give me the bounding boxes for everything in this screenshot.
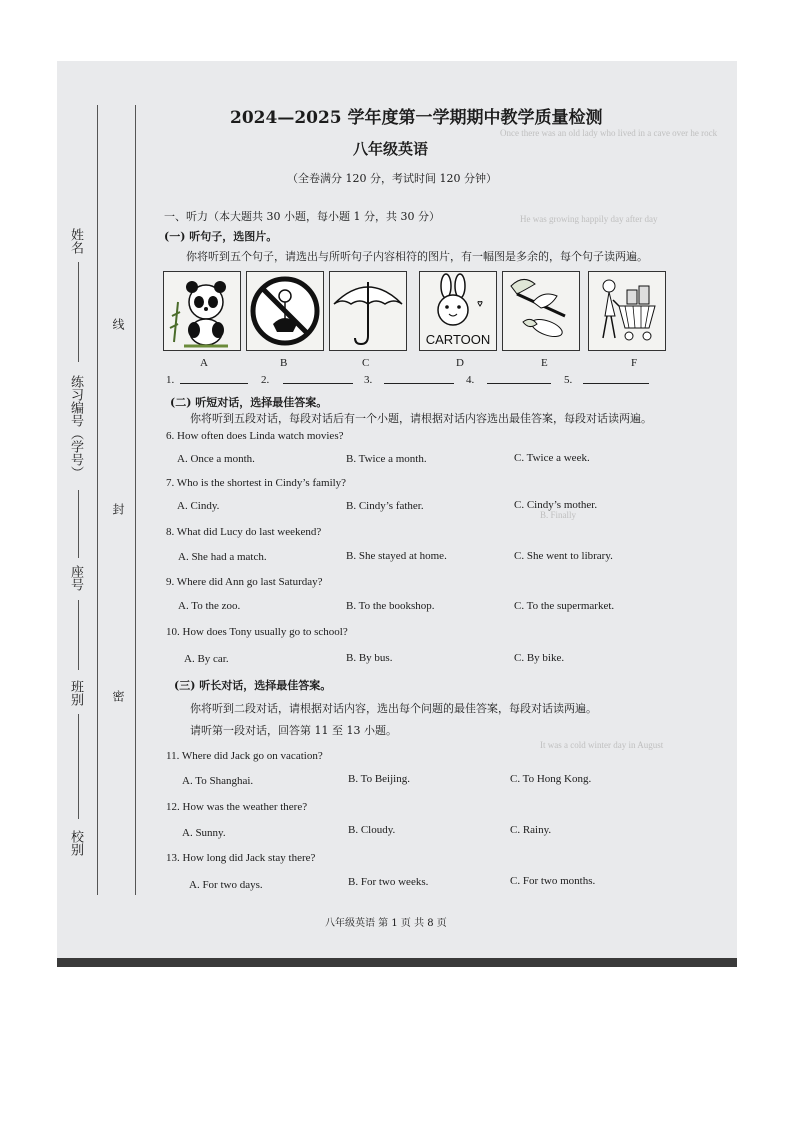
option-10b[interactable]: B. By bus. [346,652,393,664]
part3-sub-instruction: 请听第一段对话，回答第 11 至 13 小题。 [190,724,397,737]
picture-a [163,271,241,351]
option-9a[interactable]: A. To the zoo. [178,600,241,612]
exam-subtitle: 八年级英语 [353,140,429,158]
umbrella-icon [330,272,406,350]
option-11a[interactable]: A. To Shanghai. [182,775,254,787]
vegetables-icon [503,272,579,350]
picture-letter-c: C [362,357,370,369]
part3-instruction: 你将听到二段对话，请根据对话内容，选出每个问题的最佳答案，每段对话读两遍。 [190,702,597,715]
part2-instruction: 你将听到五段对话，每段对话后有一个小题，请根据对话内容选出最佳答案，每段对话读两遍。 [190,412,652,425]
blank-number-3: 3. [364,374,373,386]
exam-sheet [57,61,737,966]
part3-heading: (三) 听长对话，选择最佳答案。 [174,679,332,692]
name-field-label: 姓名 [68,228,83,254]
question-7: 7. Who is the shortest in Cindy’s family? [166,477,347,489]
blank-number-5: 5. [564,374,573,386]
no-flower-picking-icon [247,272,323,350]
part2-heading: (二) 听短对话，选择最佳答案。 [170,396,328,409]
option-6a[interactable]: A. Once a month. [177,453,255,465]
cartoon-label: CARTOON [425,332,491,347]
answer-blank-3[interactable] [384,383,454,384]
part1-heading: (一) 听句子，选图片。 [164,230,278,243]
option-12c[interactable]: C. Rainy. [510,824,552,836]
picture-letter-d: D [456,357,464,369]
binding-line-inner [135,105,136,895]
seat-number-field-label: 座号 [68,565,83,591]
answer-blank-1[interactable] [180,383,248,384]
question-8: 8. What did Lucy do last weekend? [166,526,322,538]
option-8b[interactable]: B. She stayed at home. [346,550,447,562]
student-id-field-label: 练习编号（学号） [68,375,83,479]
page-bottom-shadow [57,958,737,967]
class-blank-line[interactable] [78,714,79,819]
picture-f [588,271,666,351]
class-field-label: 班别 [68,680,83,706]
seal-word-seal: 封 [111,503,125,515]
option-11c[interactable]: C. To Hong Kong. [510,773,592,785]
option-7b[interactable]: B. Cindy’s father. [346,500,424,512]
option-8c[interactable]: C. She went to library. [514,550,613,562]
answer-blank-4[interactable] [487,383,551,384]
cartoon-rabbit-icon [420,272,496,350]
panda-icon [164,272,240,350]
binding-line-outer [97,105,98,895]
option-10c[interactable]: C. By bike. [514,652,565,664]
picture-c [329,271,407,351]
option-6c[interactable]: C. Twice a week. [514,452,590,464]
blank-number-4: 4. [466,374,475,386]
question-6: 6. How often does Linda watch movies? [166,430,344,442]
option-11b[interactable]: B. To Beijing. [348,773,410,785]
picture-letter-a: A [200,357,208,369]
option-8a[interactable]: A. She had a match. [178,551,267,563]
seal-word-secret: 密 [111,690,125,702]
question-13: 13. How long did Jack stay there? [166,852,316,864]
score-note: （全卷满分 120 分，考试时间 120 分钟） [287,172,497,185]
picture-letter-e: E [541,357,548,369]
bleed-through-text: He was growing happily day after day [520,214,658,224]
picture-letter-f: F [631,357,638,369]
seal-word-line: 线 [111,318,125,330]
blank-number-2: 2. [261,374,270,386]
shopping-cart-icon [589,272,665,350]
question-9: 9. Where did Ann go last Saturday? [166,576,323,588]
option-6b[interactable]: B. Twice a month. [346,453,427,465]
school-field-label: 校别 [68,830,83,856]
name-blank-line[interactable] [78,262,79,362]
option-12a[interactable]: A. Sunny. [182,827,226,839]
picture-b [246,271,324,351]
option-9b[interactable]: B. To the bookshop. [346,600,435,612]
question-11: 11. Where did Jack go on vacation? [166,750,323,762]
option-13c[interactable]: C. For two months. [510,875,596,887]
id-blank-line[interactable] [78,490,79,558]
option-9c[interactable]: C. To the supermarket. [514,600,615,612]
part1-instruction: 你将听到五个句子，请选出与所听句子内容相符的图片，有一幅图是多余的，每个句子读两遍。 [186,250,648,263]
option-13b[interactable]: B. For two weeks. [348,876,429,888]
picture-e [502,271,580,351]
question-12: 12. How was the weather there? [166,801,308,813]
bleed-through-text: Once there was an old lady who lived in a cave over he rock [500,128,718,138]
option-12b[interactable]: B. Cloudy. [348,824,396,836]
section-heading: 一、听力（本大题共 30 小题，每小题 1 分，共 30 分） [164,210,440,223]
option-7c[interactable]: C. Cindy’s mother. [514,499,598,511]
blank-number-1: 1. [166,374,175,386]
answer-blank-2[interactable] [283,383,353,384]
seat-blank-line[interactable] [78,600,79,670]
picture-letter-b: B [280,357,288,369]
picture-d [419,271,497,351]
option-10a[interactable]: A. By car. [184,653,229,665]
exam-title: 2024—2025 学年度第一学期期中教学质量检测 [230,108,603,128]
option-7a[interactable]: A. Cindy. [177,500,220,512]
option-13a[interactable]: A. For two days. [189,879,263,891]
question-10: 10. How does Tony usually go to school? [166,626,348,638]
answer-blank-5[interactable] [583,383,649,384]
page-footer: 八年级英语 第 1 页 共 8 页 [325,918,447,929]
bleed-through-text: B. Finally [540,510,577,520]
bleed-through-text: It was a cold winter day in August [540,740,664,750]
